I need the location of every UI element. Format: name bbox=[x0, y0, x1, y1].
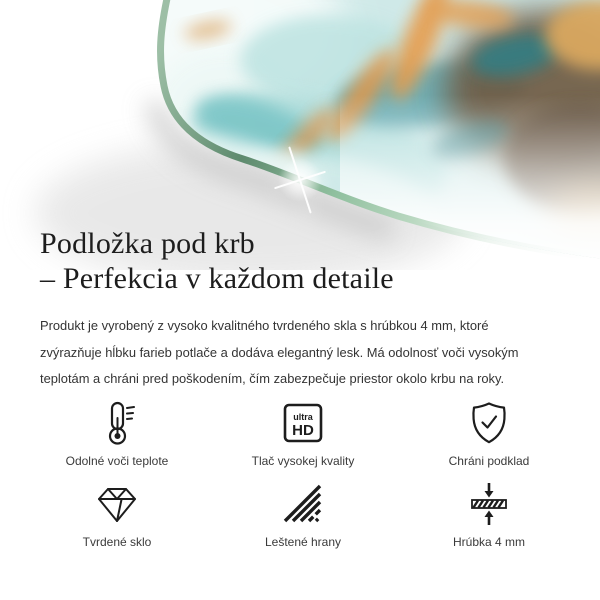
polished-edges-icon bbox=[279, 478, 327, 530]
page-title-line1: Podložka pod krb bbox=[40, 227, 255, 260]
feature-item-heat-resistant bbox=[24, 397, 210, 468]
feature-label: Leštené hrany bbox=[264, 535, 342, 549]
ultra-hd-badge-top: ultra bbox=[293, 412, 313, 422]
ultra-hd-badge-bottom: HD bbox=[292, 422, 314, 439]
feature-label: Tlač vysokej kvality bbox=[251, 454, 355, 468]
feature-label: Chráni podklad bbox=[448, 454, 530, 468]
feature-label: Hrúbka 4 mm bbox=[452, 535, 526, 549]
feature-label: Tvrdené sklo bbox=[82, 535, 152, 549]
feature-item-tempered-glass bbox=[24, 478, 210, 549]
feature-label: Odolné voči teplote bbox=[65, 454, 169, 468]
feature-item-thickness bbox=[396, 478, 582, 549]
thickness-icon bbox=[465, 478, 513, 530]
feature-item-protects-floor bbox=[396, 397, 582, 468]
page-title-line2: – Perfekcia v každom detaile bbox=[40, 262, 394, 295]
shield-check-icon bbox=[465, 397, 513, 449]
thermometer-icon bbox=[93, 397, 141, 449]
ultra-hd-icon bbox=[279, 397, 327, 449]
feature-item-print-quality bbox=[210, 397, 396, 468]
product-description: Produkt je vyrobený z vysoko kvalitného tvrdeného skla s hrúbkou 4 mm, ktoré zvýrazňuje hĺbku farieb potlače a dodáva elegantný lesk. Má odolnosť voči vysokým teplotám a chráni pred poškodením, čím zabezpečuje priestor okolo krbu na roky. bbox=[40, 318, 519, 386]
diamond-icon bbox=[93, 478, 141, 530]
feature-grid bbox=[24, 397, 582, 549]
page-title bbox=[40, 226, 394, 296]
feature-item-polished-edges bbox=[210, 478, 396, 549]
